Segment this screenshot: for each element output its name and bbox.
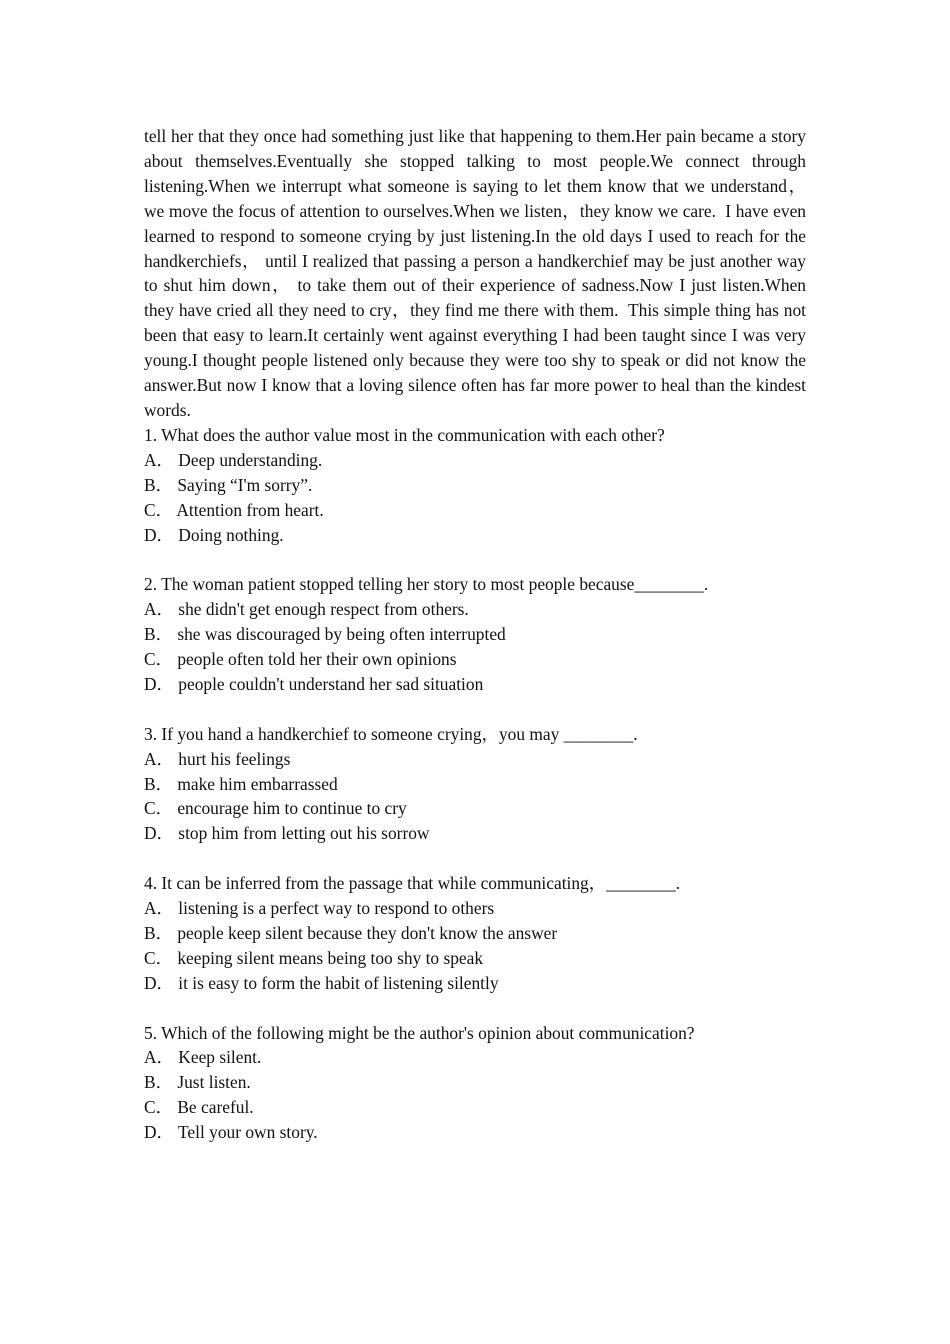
question-stem: 4. It can be inferred from the passage that while communicating，________. [144,873,681,894]
question-stem: 1. What does the author value most in the communication with each other? [144,424,665,445]
option-d: D． Tell your own story. [144,1122,318,1143]
option-c: C． people often told her their own opinions [144,649,457,670]
option-a: A． hurt his feelings [144,748,291,769]
option-c: C． Attention from heart. [144,499,324,520]
option-b: B． Just listen. [144,1072,251,1093]
question-2 [144,572,806,697]
question-3 [144,722,806,847]
option-a: A． Deep understanding. [144,449,323,470]
option-b: B． she was discouraged by being often interrupted [144,624,506,645]
question-stem: 2. The woman patient stopped telling her story to most people because________. [144,574,709,595]
question-5 [144,1021,806,1146]
option-d: D． Doing nothing. [144,524,284,545]
question-1 [144,423,806,548]
option-b: B． people keep silent because they don't know the answer [144,922,558,943]
option-d: D． stop him from letting out his sorrow [144,823,430,844]
option-d: D． it is easy to form the habit of listening silently [144,972,499,993]
option-b: B． make him embarrassed [144,773,338,794]
spacer [144,547,806,572]
document-page [144,124,806,1145]
option-a: A． Keep silent. [144,1047,262,1068]
option-d: D． people couldn't understand her sad situation [144,673,484,694]
spacer [144,846,806,871]
option-b: B． Saying “I'm sorry”. [144,474,313,495]
option-a: A． she didn't get enough respect from others. [144,599,469,620]
option-c: C． keeping silent means being too shy to speak [144,947,484,968]
reading-passage: tell her that they once had something just like that happening to them.Her pain became a story about themselves.Eventually she stopped talking to most people.We connect through listening.When we interrupt what someone is saying to let them know that we understand， we move the focus of attention to ourselves.When we listen，they know we care. I have even learned to respond to someone crying by just listening.In the old days I used to reach for the handkerchiefs， until I realized that passing a person a handkerchief may be just another way to shut him down， to take them out of their experience of sadness.Now I just listen.When they have cried all they need to cry，they find me there with them. This simple thing has not been that easy to learn.It certainly went against everything I had been taught since I was very young.I thought people listened only because they were too shy to speak or did not know the answer.But now I know that a loving silence often has far more power to heal than the kindest words. [144,126,806,420]
option-c: C． Be careful. [144,1097,254,1118]
spacer [144,996,806,1021]
spacer [144,697,806,722]
question-4 [144,871,806,996]
option-c: C． encourage him to continue to cry [144,798,407,819]
option-a: A． listening is a perfect way to respond to others [144,898,495,919]
question-stem: 5. Which of the following might be the author's opinion about communication? [144,1022,695,1043]
question-stem: 3. If you hand a handkerchief to someone crying，you may ________. [144,723,638,744]
